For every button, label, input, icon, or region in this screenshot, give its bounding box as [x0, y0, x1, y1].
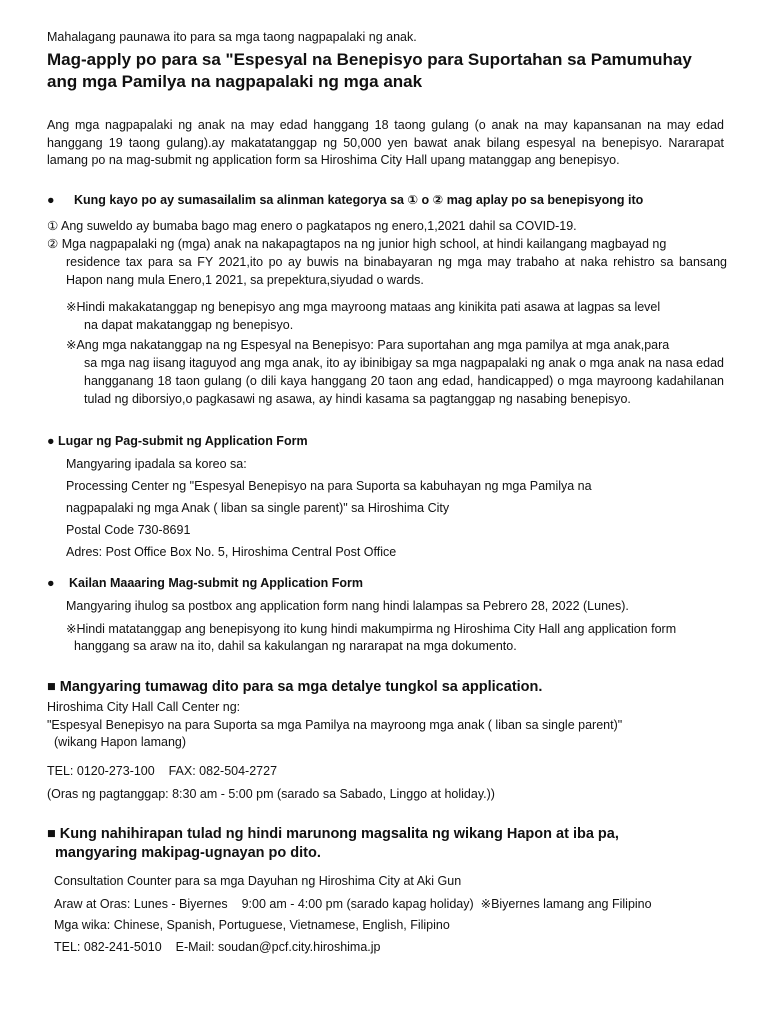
- title-line-2: ang mga Pamilya na nagpapalaki ng mga anak: [47, 72, 423, 91]
- foreign-heading-line-1: ■ Kung nahihirapan tulad ng hindi marunong magsalita ng wikang Hapon at iba pa,: [47, 826, 619, 842]
- foreign-hours: Araw at Oras: Lunes - Biyernes 9:00 am - 4:00 pm (sarado kapag holiday) ※Biyernes lamang ang Filipino: [54, 897, 652, 911]
- postal-address: Adres: Post Office Box No. 5, Hiroshima Central Post Office: [66, 545, 397, 559]
- eligibility-item-2-first-line: Mga nagpapalaki ng (mga) anak na nakapagtapos na ng junior high school, at hindi kailangang magbayad ng: [61, 237, 667, 251]
- circled-one-marker: ①: [47, 219, 59, 233]
- bullet-icon: ●: [47, 576, 55, 590]
- submit-place-line-2: Processing Center ng "Espesyal Benepisyo na para Suporta sa kabuhayan ng mga Pamilya na: [66, 479, 592, 493]
- title-line-1: Mag-apply po para sa "Espesyal na Benepisyo para Suportahan sa Pamumuhay: [47, 50, 692, 69]
- deadline-note-line-2: hanggang sa araw na ito, dahil sa kakulangan ng nararapat na mga dokumento.: [74, 639, 517, 653]
- eligibility-item-1: [47, 217, 727, 235]
- already-received-note-continuation: sa mga nag iisang itaguyod ang mga anak, ito ay ibinibigay sa mga nagpapalaki ng anak o mga anak na nasa edad hangganang 18 taon gulang (o dili kaya hanggang 20 taon ang edad, handicapped) o mga mayroong kadahilanan tulad ng diborsiyo,o pagkasawi ng asawa, ay hindi kasama sa pagtanggap ng nasabing benepisyo.: [84, 356, 724, 406]
- foreign-heading-line-2: mangyaring makipag-ugnayan po dito.: [55, 845, 321, 861]
- already-received-note-first-line: ※Ang mga nakatanggap na ng Espesyal na Benepisyo: Para suportahan ang mga pamilya at mga anak,para: [66, 338, 670, 352]
- contact-heading: ■ Mangyaring tumawag dito para sa mga detalye tungkol sa application.: [47, 679, 543, 695]
- deadline-heading: [47, 576, 363, 590]
- deadline-line: Mangyaring ihulog sa postbox ang application form nang hindi lalampas sa Pebrero 28, 2022 (Lunes).: [66, 599, 629, 613]
- contact-line-1: Hiroshima City Hall Call Center ng:: [47, 700, 241, 714]
- postal-code: Postal Code 730-8691: [66, 523, 191, 537]
- contact-line-2: "Espesyal Benepisyo na para Suporta sa mga Pamilya na mayroong mga anak ( liban sa single parent)": [47, 718, 623, 732]
- eligibility-item-2-continuation: residence tax para sa FY 2021,ito po ay buwis na binabayaran ng mga may trabaho at naka rehistro sa bansang Hapon nang mula Enero,1 2021, sa prepektura,siyudad o wards.: [66, 255, 727, 287]
- notice-line: Mahalagang paunawa ito para sa mga taong nagpapalaki ng anak.: [47, 30, 417, 44]
- submit-place-line-3: nagpapalaki ng mga Anak ( liban sa single parent)" sa Hiroshima City: [66, 501, 450, 515]
- eligibility-heading-text: Kung kayo po ay sumasailalim sa alinman kategorya sa ① o ② mag aplay po sa benepisyong ito: [74, 193, 644, 207]
- eligibility-item-2: [47, 235, 727, 289]
- foreign-contact: TEL: 082-241-5010 E-Mail: soudan@pcf.city.hiroshima.jp: [54, 940, 381, 954]
- deadline-heading-text: Kailan Maaaring Mag-submit ng Application Form: [69, 576, 364, 590]
- submit-place-heading: ● Lugar ng Pag-submit ng Application Form: [47, 434, 308, 448]
- income-note-first-line: ※Hindi makakatanggap ng benepisyo ang mga mayroong mataas ang kinikita pati asawa at lagpas sa level: [66, 300, 661, 314]
- bullet-icon: ●: [47, 193, 55, 207]
- deadline-note-line-1: ※Hindi matatanggap ang benepisyong ito kung hindi makumpirma ng Hiroshima City Hall ang application form: [66, 622, 677, 636]
- intro-paragraph: Ang mga nagpapalaki ng anak na may edad hanggang 18 taong gulang (o anak na may kapansanan na may edad hanggang 19 taong gulang).ay makatatanggap ng 50,000 yen bawat anak bilang espesyal na benepisyo. Nararapat lamang po na mag-submit ng application form sa Hiroshima City Hall upang matanggap ang benepisyo.: [47, 118, 724, 167]
- page-title: [47, 49, 737, 93]
- contact-line-3: (wikang Hapon lamang): [54, 735, 187, 749]
- foreign-residents-heading: [47, 825, 737, 863]
- contact-tel-fax: TEL: 0120-273-100 FAX: 082-504-2727: [47, 764, 278, 778]
- contact-hours: (Oras ng pagtanggap: 8:30 am - 5:00 pm (sarado sa Sabado, Linggo at holiday.)): [47, 787, 495, 801]
- income-note-continuation: na dapat makatanggap ng benepisyo.: [84, 318, 294, 332]
- already-received-note: [66, 336, 724, 408]
- circled-two-marker: ②: [47, 237, 59, 251]
- eligibility-item-1-text: Ang suweldo ay bumaba bago mag enero o pagkatapos ng enero,1,2021 dahil sa COVID-19.: [61, 219, 577, 233]
- eligibility-heading: [47, 192, 643, 207]
- foreign-line-1: Consultation Counter para sa mga Dayuhan ng Hiroshima City at Aki Gun: [54, 874, 462, 888]
- foreign-languages: Mga wika: Chinese, Spanish, Portuguese, Vietnamese, English, Filipino: [54, 918, 450, 932]
- submit-place-line-1: Mangyaring ipadala sa koreo sa:: [66, 457, 247, 471]
- income-note: [66, 298, 724, 334]
